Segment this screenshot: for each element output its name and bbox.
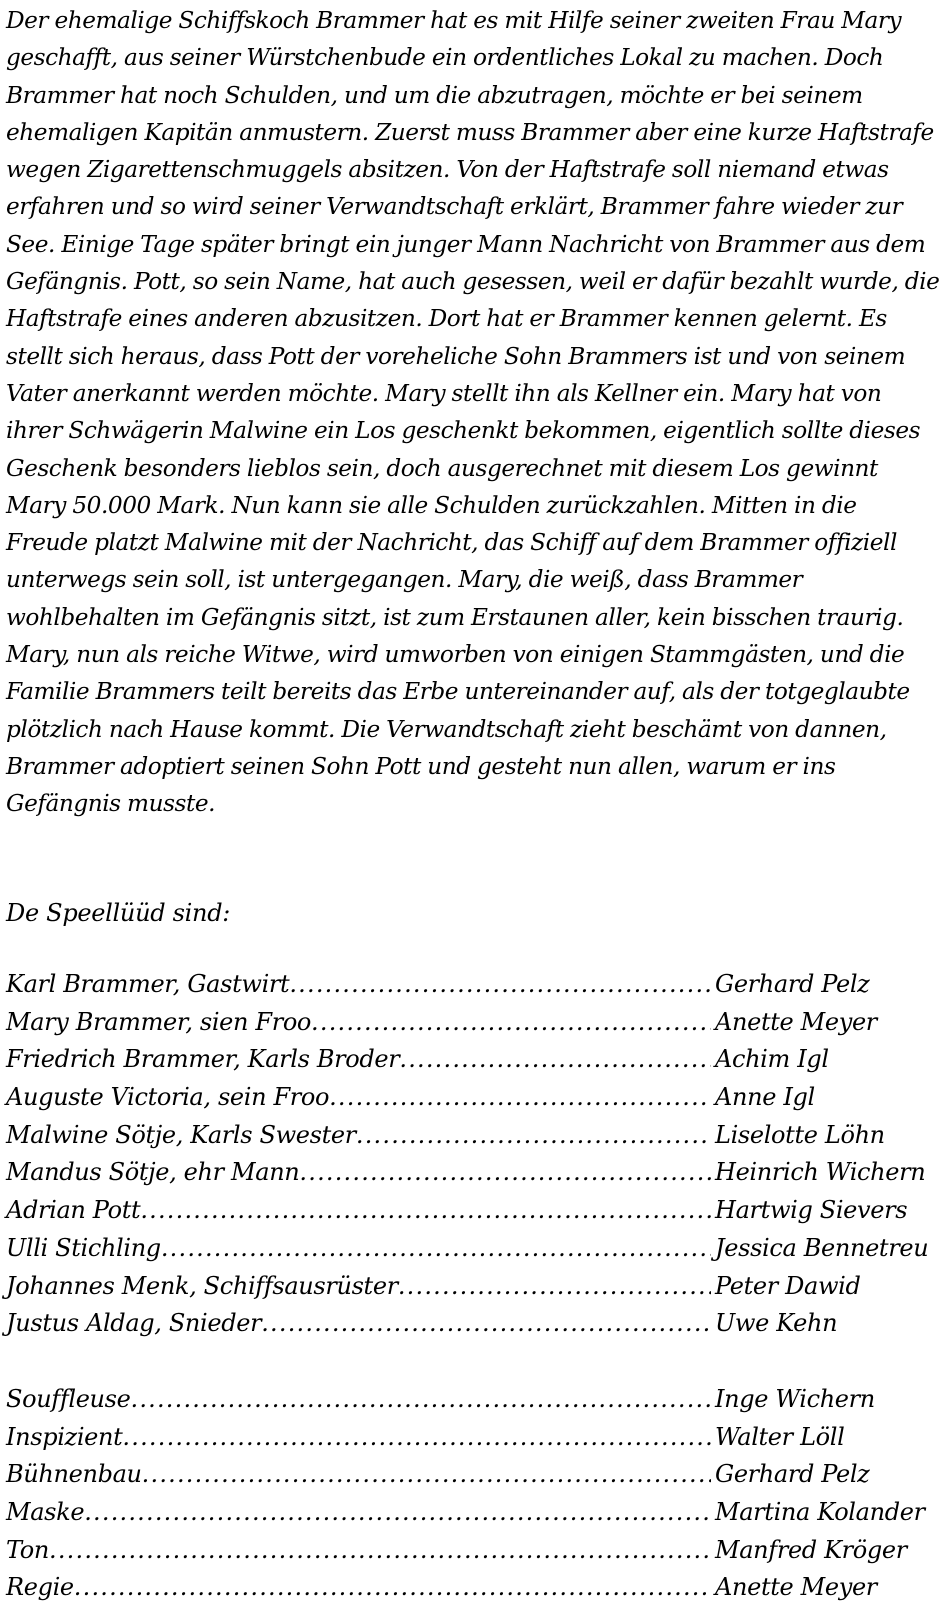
- cast-actor: Liselotte Löhn: [715, 1120, 885, 1149]
- crew-row: [6, 1385, 921, 1423]
- crew-row: [6, 1498, 925, 1536]
- cast-actor: Hartwig Sievers: [715, 1196, 908, 1225]
- crew-member: Gerhard Pelz: [715, 1460, 870, 1489]
- cast-row: [6, 1121, 921, 1159]
- crew-role: Souffleuse: [6, 1385, 131, 1413]
- cast-actor: Jessica Bennetreu: [715, 1233, 929, 1262]
- dot-leader: [122, 1423, 711, 1451]
- cast-actor: Gerhard Pelz: [715, 970, 870, 998]
- crew-role: Bühnenbau: [6, 1460, 142, 1489]
- cast-actor: Peter Dawid: [715, 1271, 861, 1300]
- cast-row: [6, 1196, 921, 1234]
- dot-leader: [49, 1536, 711, 1564]
- cast-row: [6, 1309, 921, 1347]
- dot-leader: [311, 1008, 711, 1036]
- crew-role: Inspizient: [6, 1422, 123, 1451]
- crew-row: [6, 1423, 921, 1461]
- dot-leader: [289, 970, 711, 998]
- cast-row: [6, 1272, 921, 1310]
- crew-role: Maske: [6, 1498, 85, 1527]
- dot-leader: [140, 1196, 711, 1224]
- crew-row: [6, 1573, 921, 1611]
- dot-leader: [399, 1045, 711, 1073]
- cast-row: [6, 1083, 921, 1121]
- cast-role: Malwine Sötje, Karls Swester: [6, 1120, 356, 1149]
- dot-leader: [142, 1460, 711, 1488]
- cast-role: Justus Aldag, Snieder: [6, 1309, 262, 1338]
- dot-leader: [74, 1573, 711, 1601]
- dot-leader: [356, 1121, 711, 1149]
- dot-leader: [398, 1272, 711, 1300]
- cast-role: Adrian Pott: [6, 1196, 141, 1225]
- cast-role: Johannes Menk, Schiffsausrüster: [6, 1271, 398, 1300]
- crew-row: [6, 1460, 921, 1498]
- cast-actor: Uwe Kehn: [715, 1309, 838, 1338]
- cast-actor: Achim Igl: [715, 1045, 829, 1074]
- dot-leader: [261, 1309, 711, 1337]
- crew-member: Martina Kolander: [715, 1498, 925, 1527]
- cast-list: [6, 970, 929, 1347]
- cast-role: Auguste Victoria, sein Froo: [6, 1083, 330, 1112]
- dot-leader: [299, 1158, 711, 1186]
- cast-row: [6, 1158, 926, 1196]
- cast-row: [6, 970, 921, 1008]
- cast-role: Karl Brammer, Gastwirt: [6, 970, 290, 998]
- crew-member: Walter Löll: [715, 1422, 845, 1451]
- crew-list: [6, 1385, 925, 1611]
- plot-summary: Der ehemalige Schiffskoch Brammer hat es mit Hilfe seiner zweiten Frau Mary geschafft, aus seiner Würstchenbude ein ordentliches Lokal zu machen. Doch Brammer hat noch Schulden, und um die abzutragen, möchte er bei seinem ehemaligen Kapitän anmustern. Zuerst muss Brammer aber eine kurze Haftstrafe wegen Zigarettenschmuggels absitzen. Von der Haftstrafe soll niemand etwas erfahren und so wird seiner Verwandtschaft erklärt, Brammer fahre wieder zur See. Einige Tage später bringt ein junger Mann Nachricht von Brammer aus dem Gefängnis. Pott, so sein Name, hat auch gesessen, weil er dafür bezahlt wurde, die Haftstrafe eines anderen abzusitzen. Dort hat er Brammer kennen gelernt. Es stellt sich heraus, dass Pott der voreheliche Sohn Brammers ist und von seinem Vater anerkannt werden möchte. Mary stellt ihn als Kellner ein. Mary hat von ihrer Schwägerin Malwine ein Los geschenkt bekommen, eigentlich sollte dieses Geschenk besonders lieblos sein, doch ausgerechnet mit diesem Los gewinnt Mary 50.000 Mark. Nun kann sie alle Schulden zurückzahlen. Mitten in die Freude platzt Malwine mit der Nachricht, das Schiff auf dem Brammer offiziell unterwegs sein soll, ist untergegangen. Mary, die weiß, dass Brammer wohlbehalten im Gefängnis sitzt, ist zum Erstaunen aller, kein bisschen traurig. Mary, nun als reiche Witwe, wird umworben von einigen Stammgästen, und die Familie Brammers teilt bereits das Erbe untereinander auf, als der totgeglaubte plötzlich nach Hause kommt. Die Verwandtschaft zieht beschämt von dannen, Brammer adoptiert seinen Sohn Pott und gesteht nun allen, warum er ins Gefängnis musste.: [6, 7, 940, 818]
- dot-leader: [84, 1498, 711, 1526]
- dot-leader: [329, 1083, 711, 1111]
- cast-row: [6, 1045, 921, 1083]
- crew-role: Ton: [6, 1535, 50, 1564]
- cast-role: Mandus Sötje, ehr Mann: [6, 1158, 300, 1187]
- cast-actor: Anne Igl: [715, 1083, 815, 1112]
- cast-actor: Heinrich Wichern: [715, 1158, 926, 1187]
- cast-role: Ulli Stichling: [6, 1233, 161, 1262]
- cast-role: Friedrich Brammer, Karls Broder: [6, 1045, 400, 1074]
- dot-leader: [130, 1385, 711, 1413]
- crew-member: Inge Wichern: [715, 1385, 875, 1413]
- cast-heading: De Speellüüd sind:: [6, 899, 231, 927]
- cast-role: Mary Brammer, sien Froo: [6, 1007, 312, 1036]
- crew-row: [6, 1536, 921, 1574]
- cast-row: [6, 1008, 921, 1046]
- crew-member: Manfred Kröger: [715, 1535, 907, 1564]
- cast-actor: Anette Meyer: [715, 1007, 877, 1036]
- crew-member: Anette Meyer: [715, 1573, 877, 1602]
- crew-role: Regie: [6, 1573, 74, 1602]
- cast-row: [6, 1233, 929, 1272]
- dot-leader: [161, 1234, 711, 1262]
